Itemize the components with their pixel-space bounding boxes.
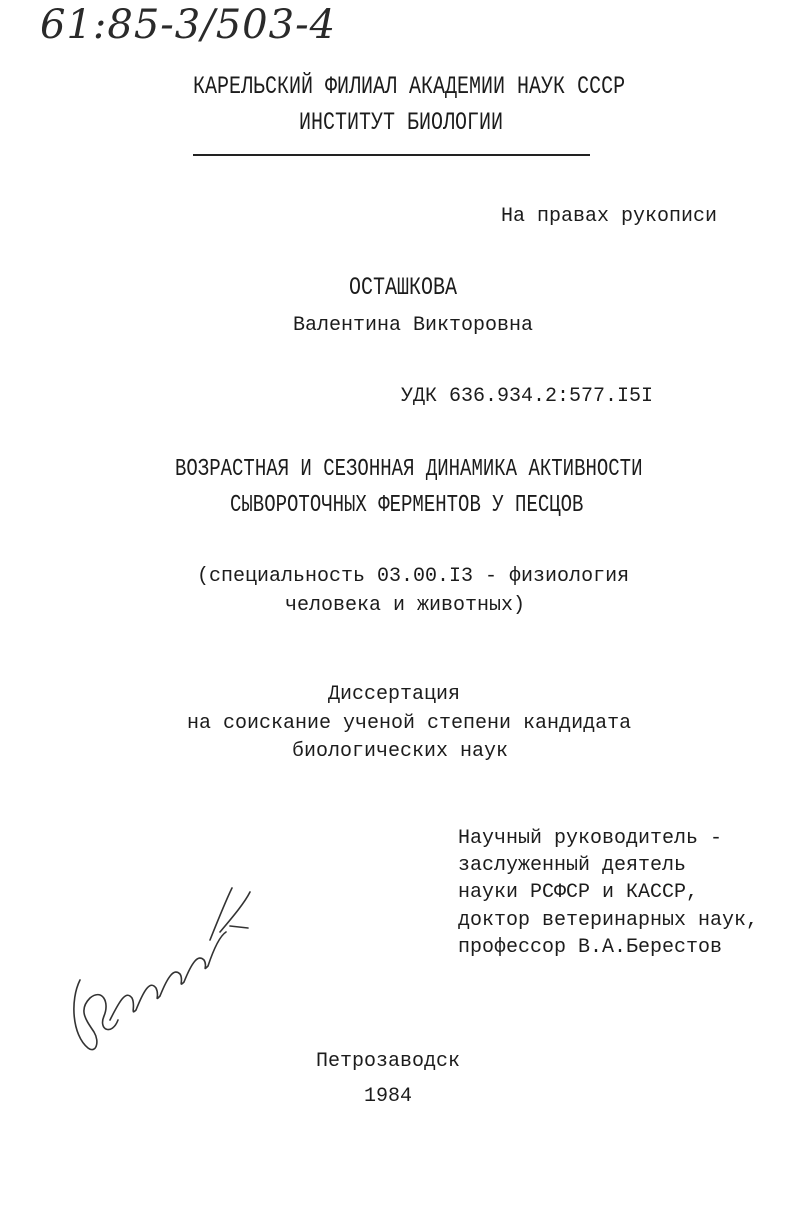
author-given-names: Валентина Викторовна bbox=[293, 314, 534, 337]
supervisor-line-1: Научный руководитель - bbox=[458, 827, 723, 850]
specialty-line-2: человека и животных) bbox=[285, 594, 526, 617]
supervisor-line-4: доктор ветеринарных наук, bbox=[458, 909, 759, 932]
header-divider bbox=[193, 154, 590, 156]
dissertation-degree: на соискание ученой степени кандидата bbox=[187, 712, 632, 735]
thesis-title-line-2: СЫВОРОТОЧНЫХ ФЕРМЕНТОВ У ПЕСЦОВ bbox=[230, 491, 584, 519]
handwritten-signature bbox=[60, 870, 260, 1060]
institute-name: ИНСТИТУТ БИОЛОГИИ bbox=[299, 109, 504, 138]
dissertation-label: Диссертация bbox=[328, 683, 461, 706]
publication-year: 1984 bbox=[364, 1085, 413, 1108]
supervisor-line-5: профессор В.А.Берестов bbox=[458, 936, 723, 959]
handwritten-catalog-number: 61:85-3/503-4 bbox=[40, 2, 337, 48]
thesis-title-line-1: ВОЗРАСТНАЯ И СЕЗОННАЯ ДИНАМИКА АКТИВНОСТИ bbox=[175, 455, 643, 483]
supervisor-line-2: заслуженный деятель bbox=[458, 854, 687, 877]
specialty-line-1: (специальность 03.00.I3 - физиология bbox=[197, 565, 630, 588]
rights-note: На правах рукописи bbox=[501, 205, 718, 228]
organization-name: КАРЕЛЬСКИЙ ФИЛИАЛ АКАДЕМИИ НАУК СССР bbox=[193, 73, 626, 102]
supervisor-line-3: науки РСФСР и КАССР, bbox=[458, 881, 699, 904]
publication-city: Петрозаводск bbox=[316, 1050, 461, 1073]
udc-code: УДК 636.934.2:577.I5I bbox=[401, 385, 654, 408]
author-surname: ОСТАШКОВА bbox=[349, 274, 458, 303]
dissertation-field: биологических наук bbox=[292, 740, 509, 763]
